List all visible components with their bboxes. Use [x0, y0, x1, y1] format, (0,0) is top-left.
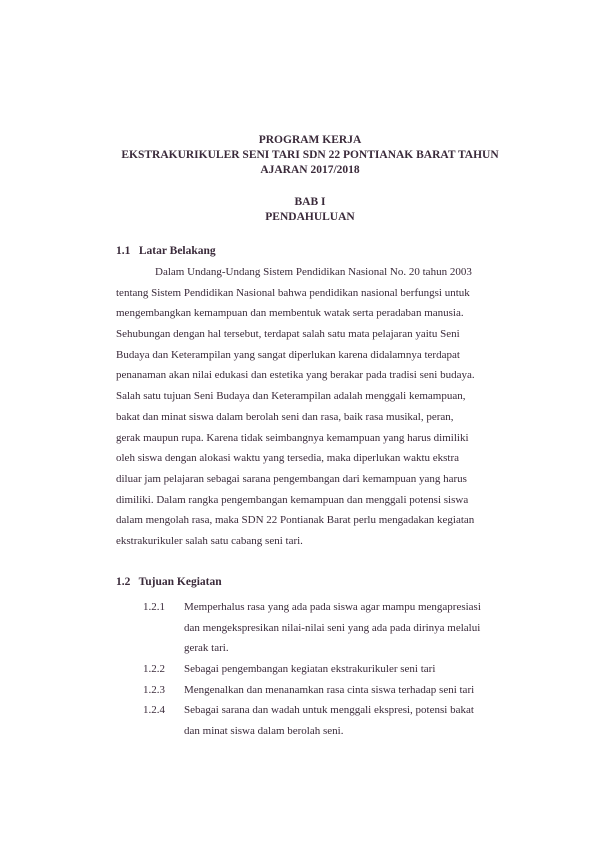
paragraph-line: Budaya dan Keterampilan yang sangat diperlukan karena didalamnya terdapat	[116, 348, 460, 361]
chapter-title: PENDAHULUAN	[265, 211, 355, 223]
section-title: Latar Belakang	[138, 245, 216, 257]
list-item-line: Memperhalus rasa yang ada pada siswa agar mampu mengapresiasi	[184, 601, 481, 613]
paragraph-line: tentang Sistem Pendidikan Nasional bahwa pendidikan nasional berfungsi untuk	[116, 286, 470, 299]
title-line: PROGRAM KERJA	[258, 134, 362, 146]
chapter-label: BAB I	[294, 196, 326, 208]
list-item-text	[184, 700, 514, 741]
list-item-line: Sebagai pengembangan kegiatan ekstrakurikuler seni tari	[184, 663, 436, 675]
list-item-number: 1.2.1	[143, 601, 165, 613]
section-number: 1.1	[116, 245, 131, 257]
title-line: EKSTRAKURIKULER SENI TARI SDN 22 PONTIANAK BARAT TAHUN	[121, 149, 499, 161]
list-item-line: dan minat siswa dalam berolah seni.	[184, 724, 344, 737]
list-item-line: dan mengekspresikan nilai-nilai seni yang ada pada dirinya melalui	[184, 621, 481, 634]
paragraph-line: oleh siswa dengan alokasi waktu yang tersedia, maka diperlukan waktu ekstra	[116, 452, 460, 465]
chapter-heading	[100, 195, 520, 225]
paragraph-line: mengembangkan kemampuan dan membentuk watak serta peradaban manusia.	[116, 307, 464, 320]
list-item-number: 1.2.2	[143, 663, 165, 675]
section-title: Tujuan Kegiatan	[138, 576, 222, 588]
list-item-line: gerak tari.	[184, 642, 229, 655]
paragraph-line: gerak maupun rupa. Karena tidak seimbangnya kemampuan yang harus dimiliki	[116, 431, 469, 444]
background-paragraph	[116, 262, 512, 552]
section-heading-1-2	[116, 575, 222, 590]
list-item-text	[184, 659, 514, 680]
list-item-text	[184, 680, 514, 701]
document-title	[100, 133, 520, 178]
paragraph-line: Dalam Undang-Undang Sistem Pendidikan Nasional No. 20 tahun 2003	[155, 266, 472, 278]
paragraph-line: ekstrakurikuler salah satu cabang seni tari.	[116, 534, 303, 547]
list-item-text	[184, 597, 514, 659]
paragraph-line: Salah satu tujuan Seni Budaya dan Keterampilan adalah menggali kemampuan,	[116, 390, 466, 403]
paragraph-line: dimiliki. Dalam rangka pengembangan kemampuan dan menggali potensi siswa	[116, 493, 469, 506]
title-line: AJARAN 2017/2018	[260, 164, 360, 176]
paragraph-line: penanaman akan nilai edukasi dan estetika yang berakar pada tradisi seni budaya.	[116, 369, 475, 382]
paragraph-line: diluar jam pelajaran sebagai sarana pengembangan dari kemampuan yang harus	[116, 472, 467, 485]
section-heading-1-1	[116, 244, 216, 259]
paragraph-line: Sehubungan dengan hal tersebut, terdapat salah satu mata pelajaran yaitu Seni	[116, 328, 460, 341]
list-item-number: 1.2.4	[143, 704, 165, 716]
paragraph-line: dalam mengolah rasa, maka SDN 22 Pontianak Barat perlu mengadakan kegiatan	[116, 514, 475, 527]
paragraph-line: bakat dan minat siswa dalam berolah seni dan rasa, baik rasa musikal, peran,	[116, 410, 454, 423]
list-item-line: Mengenalkan dan menanamkan rasa cinta siswa terhadap seni tari	[184, 684, 475, 696]
list-item-number: 1.2.3	[143, 684, 165, 696]
list-item-line: Sebagai sarana dan wadah untuk menggali ekspresi, potensi bakat	[184, 704, 474, 716]
section-number: 1.2	[116, 576, 131, 588]
